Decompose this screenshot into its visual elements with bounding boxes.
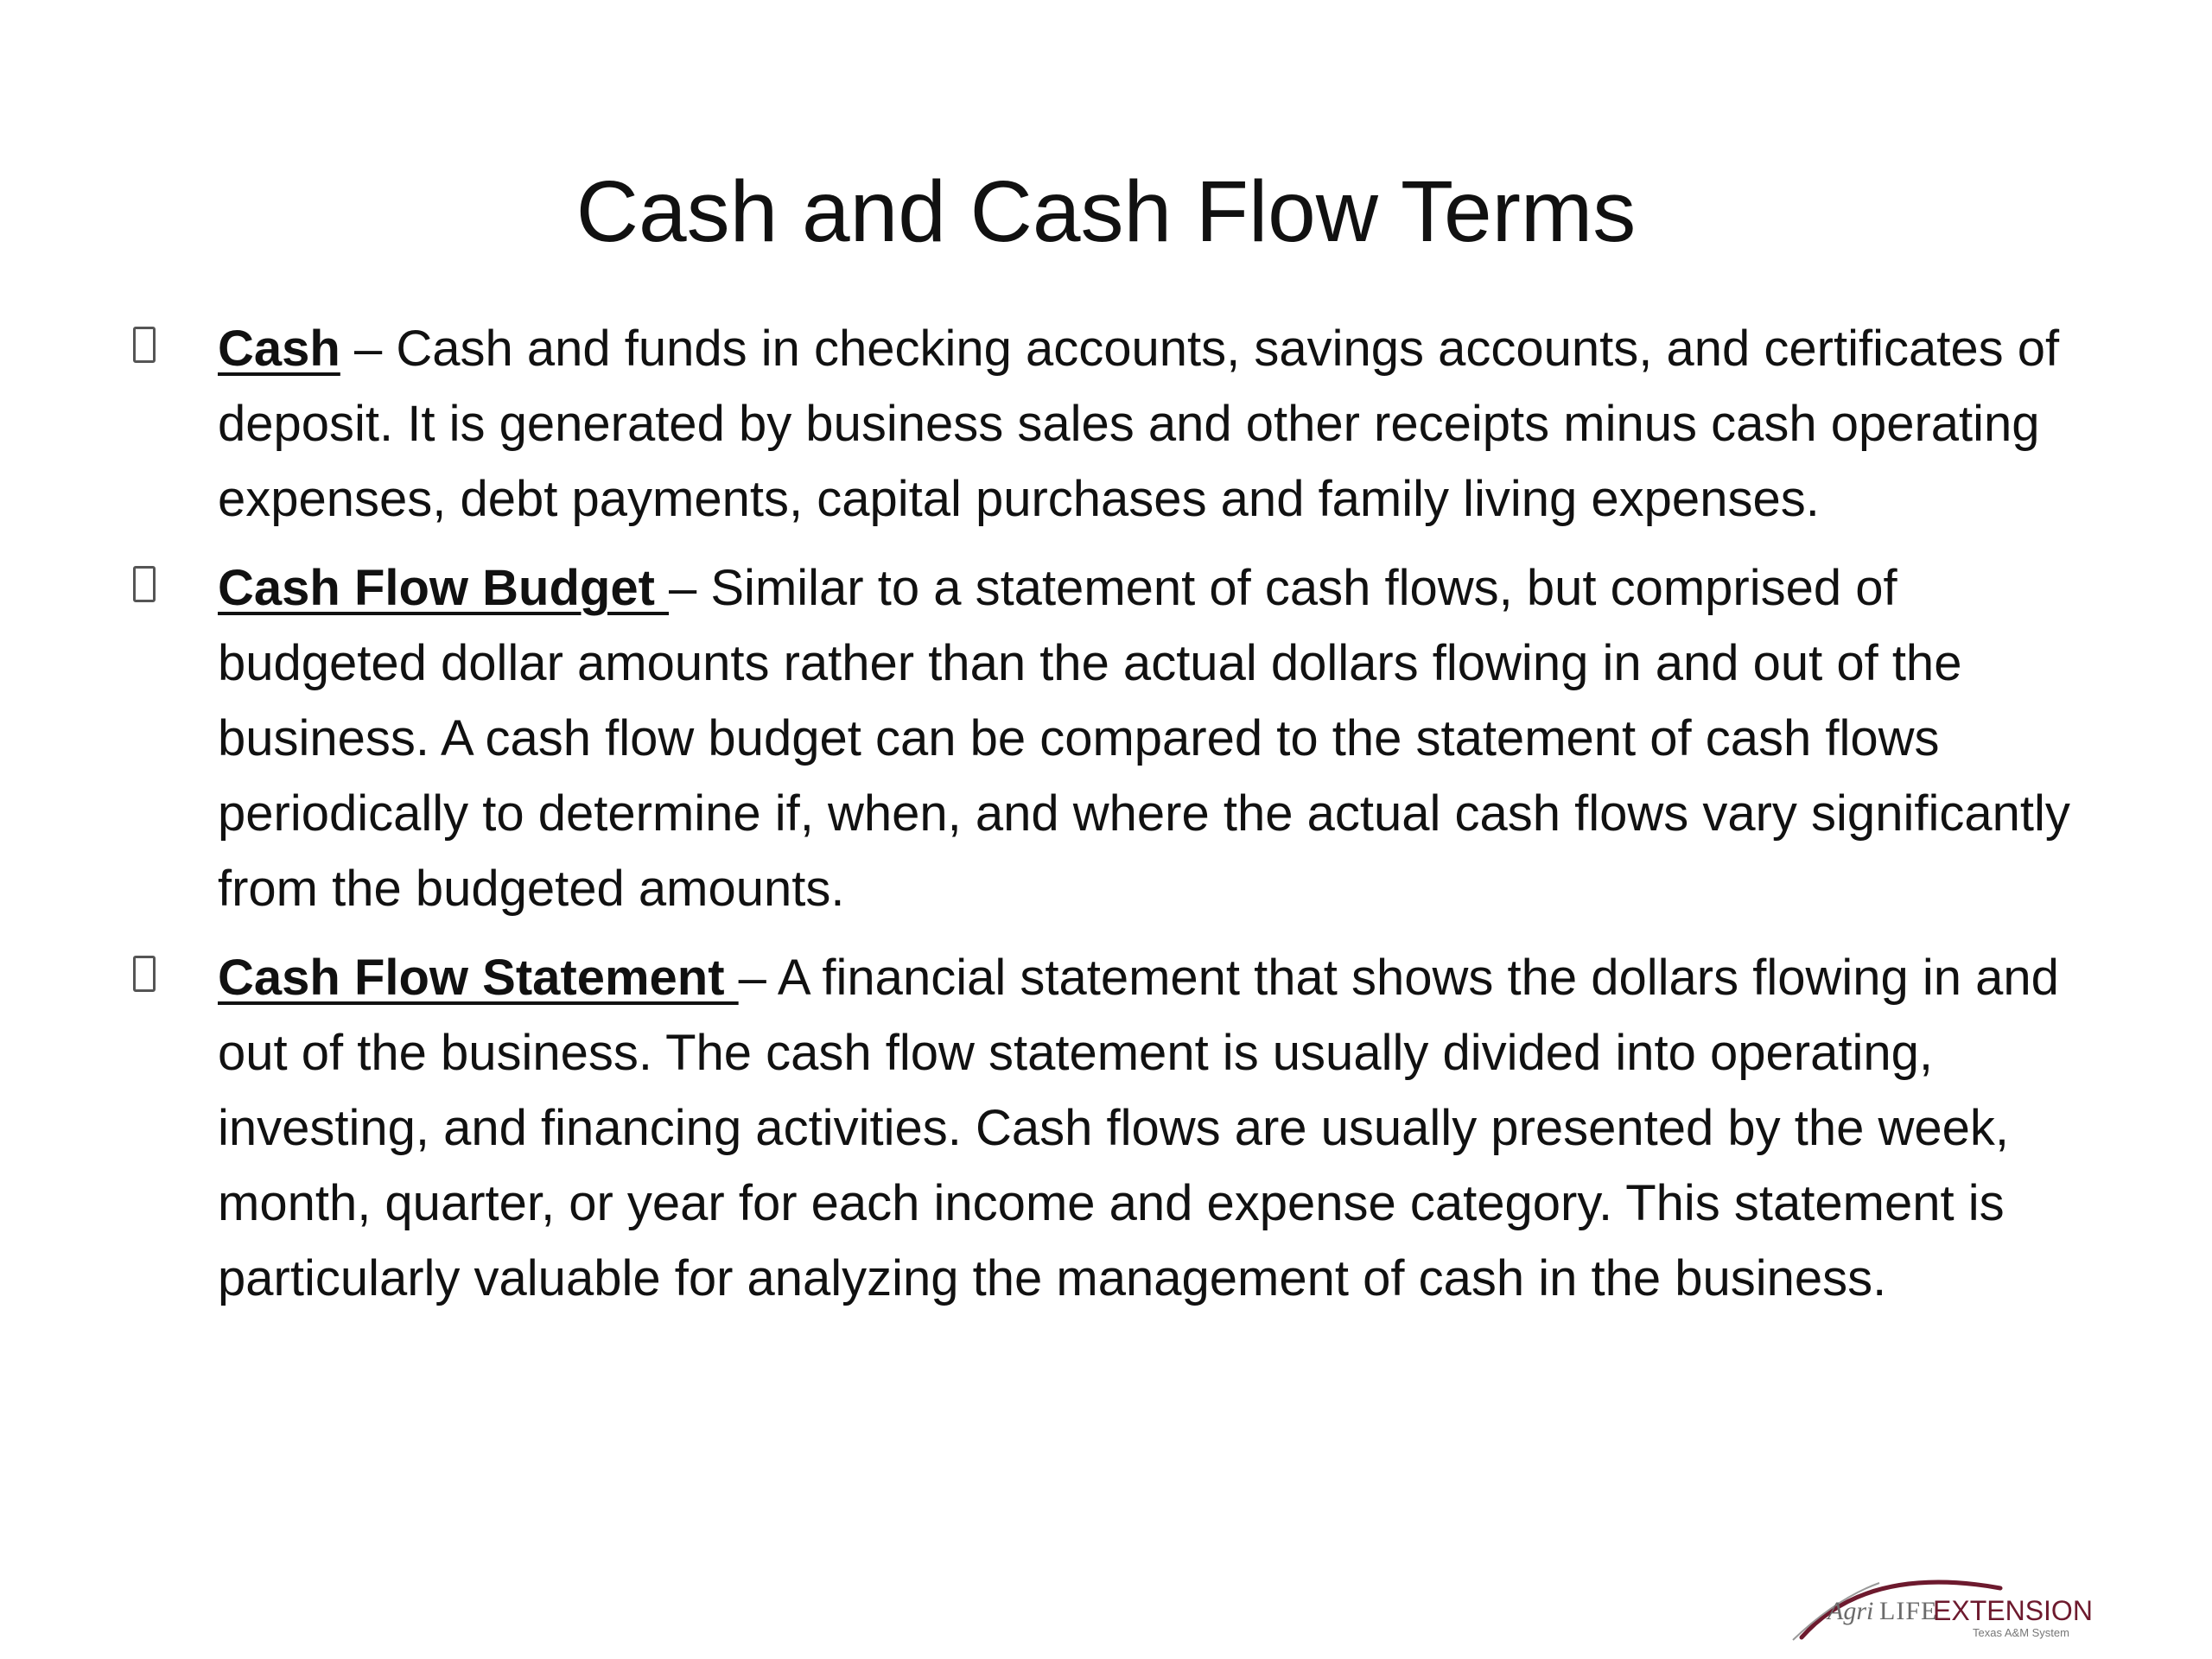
slide-title: Cash and Cash Flow Terms — [575, 163, 1637, 260]
logo-agri-text: Agri — [1827, 1597, 1874, 1625]
term-item-cash-flow-budget — [130, 550, 2117, 926]
logo-subtitle-text: Texas A&M System — [1973, 1626, 2069, 1639]
agrilife-extension-logo — [1784, 1555, 2093, 1642]
term-name: Cash — [218, 321, 340, 377]
term-name: Cash Flow Budget — [218, 560, 669, 616]
logo-extension-text: EXTENSION — [1933, 1595, 2093, 1626]
term-item-cash-flow-statement — [130, 940, 2117, 1316]
term-name: Cash Flow Statement — [218, 950, 739, 1006]
bullet-box-icon — [133, 566, 156, 602]
terms-list — [130, 311, 2117, 1316]
term-definition: – A financial statement that shows the dollars flowing in and out of the business. The cash flow statement is usually divided into operating, investing, and financing activities. Cash flows are usually presented by the week, month, quarter, or year for each income and expense category. This statement is particularly valuable for analyzing the management of cash in the business. — [218, 950, 2059, 1306]
term-definition: – Similar to a statement of cash flows, but comprised of budgeted dollar amounts rather than the actual dollars flowing in and out of the business. A cash flow budget can be compared to the statement of cash flows periodically to determine if, when, and where the actual cash flows vary significantly from the budgeted amounts. — [218, 560, 2070, 917]
bullet-box-icon — [133, 327, 156, 363]
term-definition: – Cash and funds in checking accounts, savings accounts, and certificates of deposit. It is generated by business sales and other receipts minus cash operating expenses, debt payments, capital purchases and family living expenses. — [218, 321, 2060, 527]
term-item-cash — [130, 311, 2117, 537]
bullet-box-icon — [133, 956, 156, 992]
logo-life-text: LIFE — [1879, 1597, 1938, 1625]
